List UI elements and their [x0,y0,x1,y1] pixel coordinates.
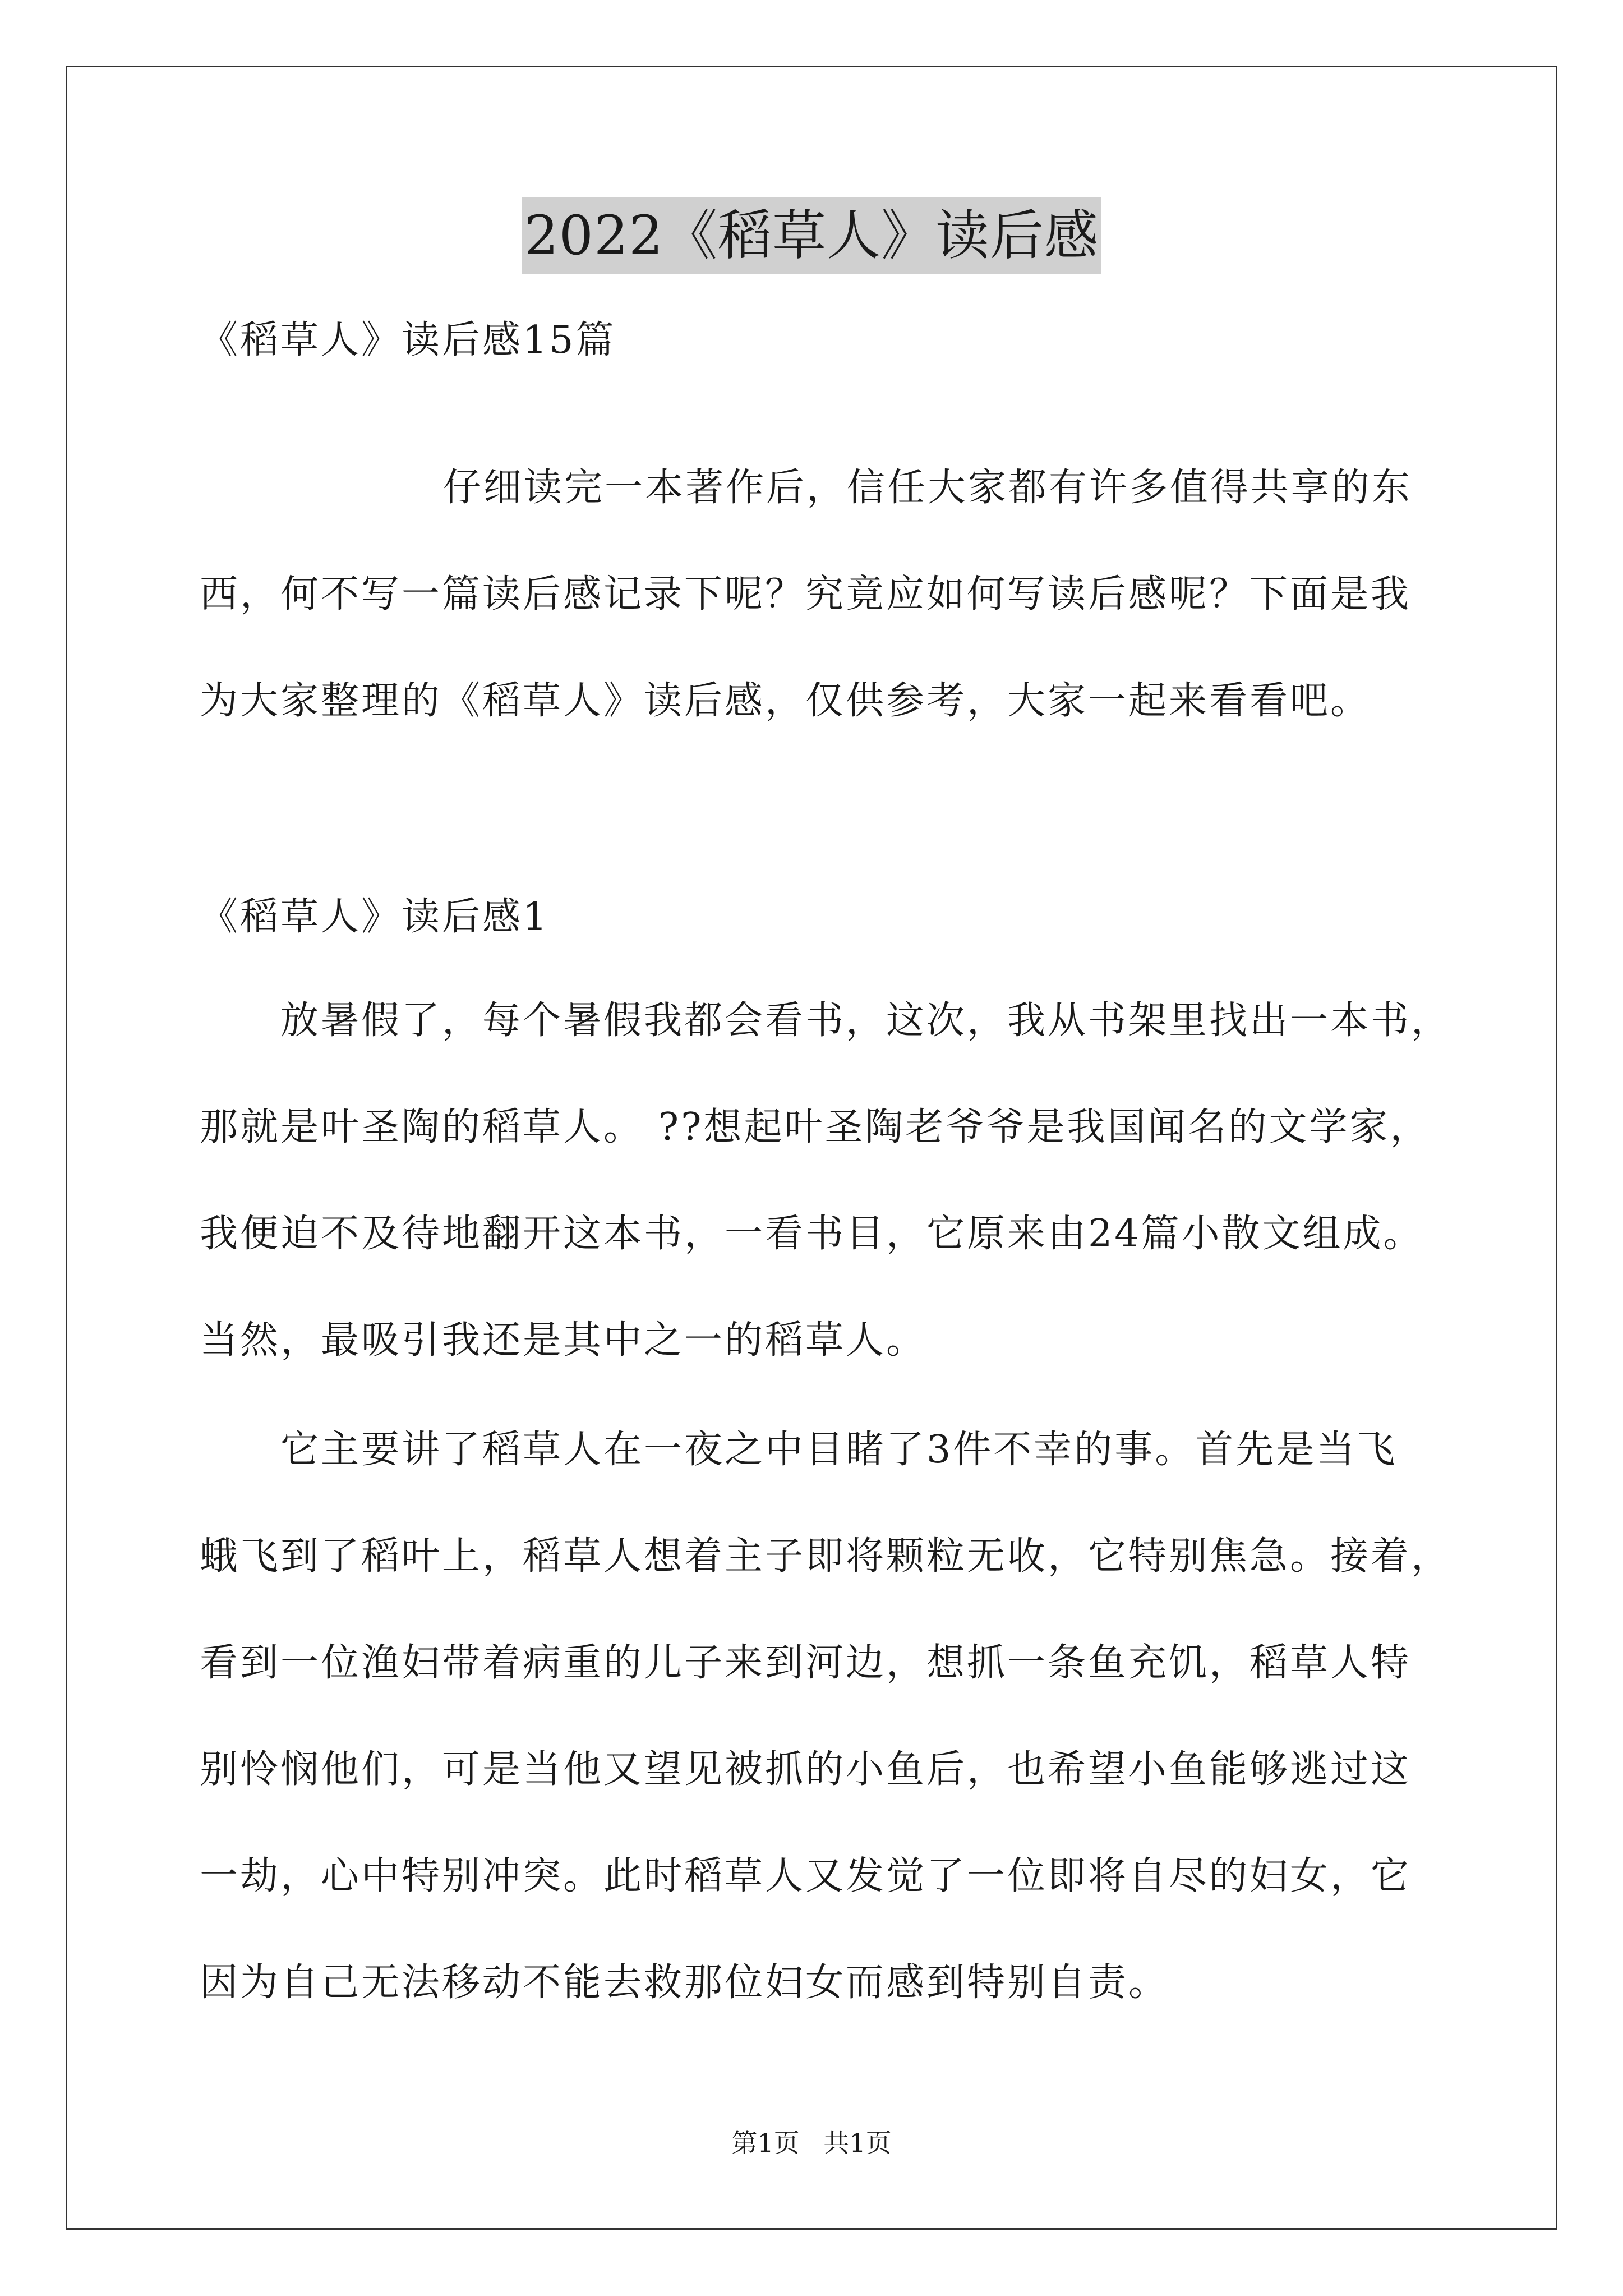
page-total: 共1页 [823,2128,892,2158]
intro-line-2: 西，何不写一篇读后感记录下呢？究竟应如何写读后感呢？下面是我 [200,572,1412,616]
body-line-3: 我便迫不及待地翻开这本书，一看书目，它原来由24篇小散文组成。 [200,1212,1424,1256]
body-line-6: 蛾飞到了稻叶上，稻草人想着主子即将颗粒无收，它特别焦急。接着， [200,1534,1452,1579]
body-line-7: 看到一位渔妇带着病重的儿子来到河边，想抓一条鱼充饥，稻草人特 [200,1641,1412,1685]
body-line-5: 它主要讲了稻草人在一夜之中目睹了3件不幸的事。首先是当飞 [280,1428,1398,1472]
title-wrap [0,197,1623,274]
article-subtitle: 《稻草人》读后感15篇 [200,318,616,362]
body-line-8: 别怜悯他们，可是当他又望见被抓的小鱼后，也希望小鱼能够逃过这 [200,1747,1412,1792]
body-line-10: 因为自己无法移动不能去救那位妇女而感到特别自责。 [200,1961,1169,2005]
intro-line-1: 仔细读完一本著作后，信任大家都有许多值得共享的东 [443,466,1413,510]
page-footer [0,2126,1623,2160]
body-line-1: 放暑假了，每个暑假我都会看书，这次，我从书架里找出一本书， [280,999,1452,1043]
page-number: 第1页 [731,2128,800,2158]
intro-line-3: 为大家整理的《稻草人》读后感，仅供参考，大家一起来看看吧。 [200,679,1371,723]
section-heading-1: 《稻草人》读后感1 [200,895,550,939]
document-title: 2022《稻草人》读后感 [522,197,1101,274]
body-line-2: 那就是叶圣陶的稻草人。 ??想起叶圣陶老爷爷是我国闻名的文学家， [200,1105,1431,1149]
body-line-4: 当然，最吸引我还是其中之一的稻草人。 [200,1318,927,1363]
body-line-9: 一劫，心中特别冲突。此时稻草人又发觉了一位即将自尽的妇女，它 [200,1854,1412,1898]
